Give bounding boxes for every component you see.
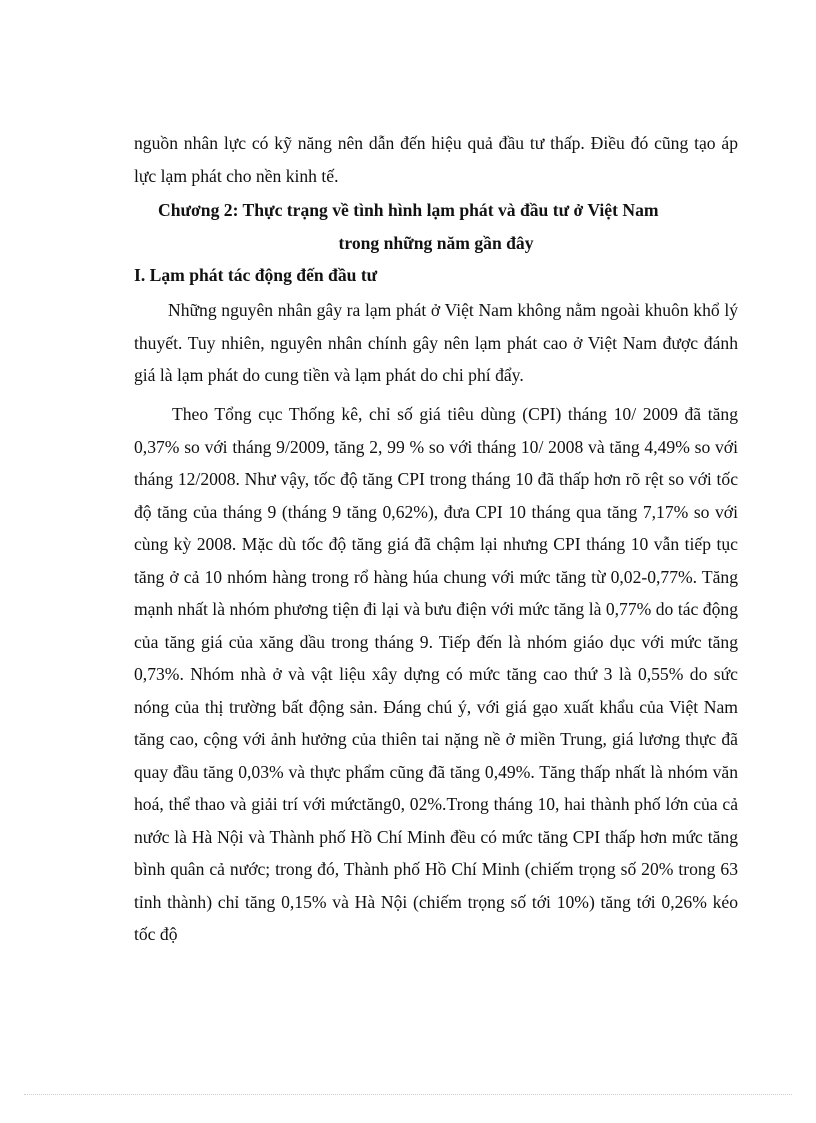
body-paragraph-cpi: Theo Tổng cục Thống kê, chỉ số giá tiêu dùng (CPI) tháng 10/ 2009 đã tăng 0,37% so với tháng 9/2009, tăng 2, 99 % so với tháng 10/ 2008 và tăng 4,49% so với tháng 12/2008. Như vậy, tốc độ tăng CPI trong tháng 10 đã thấp hơn rõ rệt so với tốc độ tăng của tháng 9 (tháng 9 tăng 0,62%), đưa CPI 10 tháng qua tăng 7,17% so với cùng kỳ 2008. Mặc dù tốc độ tăng giá đã chậm lại nhưng CPI tháng 10 vẫn tiếp tục tăng ở cả 10 nhóm hàng trong rổ hàng húa chung với mức tăng từ 0,02-0,77%. Tăng mạnh nhất là nhóm phương tiện đi lại và bưu điện với mức tăng là 0,77% do tác động của tăng giá của xăng dầu trong tháng 9. Tiếp đến là nhóm giáo dục với mức tăng 0,73%. Nhóm nhà ở và vật liệu xây dựng có mức tăng cao thứ 3 là 0,55% do sức nóng của thị trường bất động sản. Đáng chú ý, với giá gạo xuất khẩu của Việt Nam tăng cao, cộng với ảnh hưởng của thiên tai nặng nề ở miền Trung, giá lương thực đã quay đầu tăng 0,03% và thực phẩm cũng đã tăng 0,49%. Tăng thấp nhất là nhóm văn hoá, thể thao và giải trí với mứctăng0, 02%.Trong tháng 10, hai thành phố lớn của cả nước là Hà Nội và Thành phố Hồ Chí Minh đều có mức tăng CPI thấp hơn mức tăng bình quân cả nước; trong đó, Thành phố Hồ Chí Minh (chiếm trọng số 20% trong 63 tỉnh thành) chỉ tăng 0,15% và Hà Nội (chiếm trọng số tới 10%) tăng tới 0,26% kéo tốc độ (134, 404, 738, 944)
intro-paragraph: nguồn nhân lực có kỹ năng nên dẫn đến hiệu quả đầu tư thấp. Điều đó cũng tạo áp lực lạm phát cho nền kinh tế. (134, 133, 738, 186)
body-paragraph-causes: Những nguyên nhân gây ra lạm phát ở Việt Nam không nằm ngoài khuôn khổ lý thuyết. Tuy nhiên, nguyên nhân chính gây nên lạm phát cao ở Việt Nam được đánh giá là lạm phát do cung tiền và lạm phát do chi phí đẩy. (134, 300, 738, 385)
page-bottom-divider (24, 1094, 792, 1095)
chapter-title-line2: trong những năm gần đây (338, 232, 534, 253)
chapter-title-line1: Chương 2: Thực trạng về tình hình lạm phát và đầu tư ở Việt Nam (158, 200, 659, 220)
chapter-title (134, 194, 738, 259)
section-heading: I. Lạm phát tác động đến đầu tư (134, 265, 378, 285)
